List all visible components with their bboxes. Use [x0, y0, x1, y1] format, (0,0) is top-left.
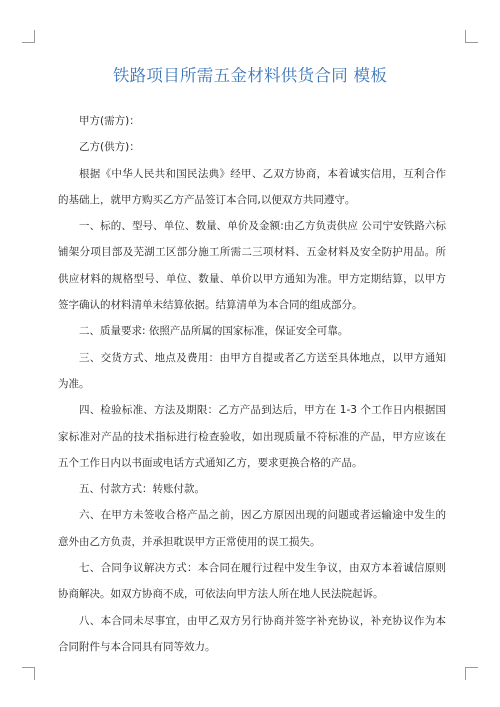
party-a-line: 甲方(需方)： [79, 115, 140, 127]
clause-1-paragraph: 一、标的、型号、单位、数量、单价及金额:由乙方负责供应 公司宁安铁路六标铺架分项目部及芜湖工区部分施工所需二三项材料、五金材料及安全防护用品。所供应材料的规格型号、单位、数量、单价以甲方通知为准。甲方定期结算，以甲方签字确认的材料清单未结算依据。结算清单为本合同的组成部分。 [58, 220, 446, 312]
clause-5-paragraph: 五、付款方式：转账付款。 [79, 483, 205, 496]
clause-6-paragraph: 六、在甲方未签收合格产品之前，因乙方原因出现的问题或者运输途中发生的意外由乙方负责，并承担耽误甲方正常使用的误工损失。 [58, 509, 446, 548]
crop-mark-top-left [22, 30, 35, 43]
crop-mark-top-right [465, 30, 478, 43]
clause-8-paragraph: 八、本合同未尽事宜，由甲乙双方另行协商并签字补充协议，补充协议作为本合同附件与本合同具有同等效力。 [58, 614, 446, 653]
clause-7-paragraph: 七、合同争议解决方式：本合同在履行过程中发生争议，由双方本着诚信原则协商解决。如双方协商不成，可依法向甲方法人所在地人民法院起诉。 [58, 562, 446, 601]
document-body [58, 108, 446, 660]
clause-4-paragraph: 四、检验标准、方法及期限：乙方产品到达后，甲方在 1-3 个工作日内根据国家标准对产品的技术指标进行检查验收，如出现质量不符标准的产品，甲方应该在五个工作日内以书面或电话方式通知乙方，要求更换合格的产品。 [58, 404, 446, 469]
party-b-line: 乙方(供方)： [79, 141, 140, 154]
preamble-paragraph: 根据《中华人民共和国民法典》经甲、乙双方协商，本着诚实信用，互利合作的基础上，就甲方购买乙方产品签订本合同,以便双方共同遵守。 [58, 167, 446, 206]
document-title: 铁路项目所需五金材料供货合同 模板 [112, 66, 388, 85]
clause-2-paragraph: 二、质量要求: 依照产品所属的国家标准，保证安全可靠。 [79, 325, 349, 338]
crop-mark-bottom-left [22, 667, 35, 680]
clause-3-paragraph: 三、交货方式、地点及费用：由甲方自提或者乙方送至具体地点，以甲方通知为准。 [58, 351, 446, 390]
crop-mark-bottom-right [465, 667, 478, 680]
